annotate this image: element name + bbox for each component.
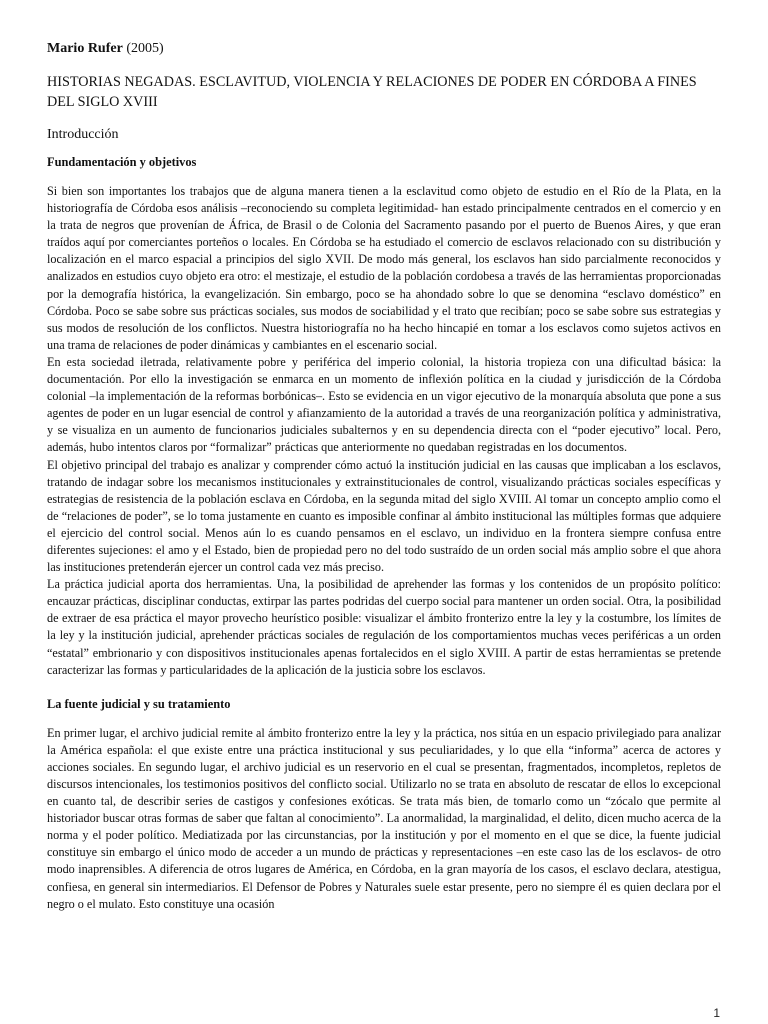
paragraph: La práctica judicial aporta dos herramientas. Una, la posibilidad de aprehender las formas y los contenidos de un propósito político: encauzar prácticas, disciplinar conductas, extirpar las partes podridas del cuerpo social para mantener un orden social. Otra, la posibilidad de extraer de esa práctica el mayor provecho heurístico posible: visualizar el ámbito fronterizo entre la ley y la costumbre, los límites de la ley y la institución judicial, aprehender prácticas sociales de regulación de los comportamientos muchas veces periféricas a un orden “estatal” embrionario y con dispositivos institucionales apenas fortalecidos en el siglo XVIII. A partir de estas herramientas se pretende caracterizar las formas y particularidades de la aplicación de la justicia sobre los esclavos. — [47, 577, 721, 677]
section-spacer — [47, 679, 721, 696]
paragraph: En primer lugar, el archivo judicial remite al ámbito fronterizo entre la ley y la práctica, nos sitúa en un espacio privilegiado para analizar la América española: el que existe entre una práctica institucional y sus peculiaridades, y lo que ella “informa” acerca de actores y acciones sociales. En segundo lugar, el archivo judicial es un reservorio en el cual se presentan, fragmentados, incompletos, repletos de discursos intencionales, los testimonios positivos del conflicto social. Utilizarlo no se trata en absoluto de rescatar de ellos lo excepcional en cuanto tal, de describir series de castigos y confesiones exóticas. Se trata más bien, de tomarlo como un “zócalo que permite al historiador buscar otras formas de saber que faltan al conocimiento”. La anormalidad, la marginalidad, el delito, dicen mucho acerca de la norma y el poder político. Mediatizada por las circunstancias, por la institución y por el momento en el que se dice, la fuente judicial constituye sin embargo el único modo de acceder a un mundo de prácticas y representaciones –en este caso las de los esclavos- de otro modo inaprensibles. A diferencia de otros lugares de América, en Córdoba, en la gran mayoría de los casos, el esclavo declara, atestigua, confiesa, en general sin intermediarios. El Defensor de Pobres y Naturales suele estar presente, pero no siempre él es quien declara por el negro o el mulato. Esto constituye una ocasión — [47, 725, 721, 911]
publication-year: (2005) — [126, 41, 164, 56]
subsection-heading-fuente-judicial: La fuente judicial y su tratamiento — [47, 696, 231, 711]
subsection-heading-fundamentacion: Fundamentación y objetivos — [47, 155, 197, 169]
paragraph: En esta sociedad iletrada, relativamente pobre y periférica del imperio colonial, la historia tropieza con una dificultad básica: la documentación. Por ello la investigación se enmarca en un momento de inflexión política en la ciudad y jurisdicción de la Córdoba colonial –la implementación de la reformas borbónicas–. Esto se evidencia en un vigor ejecutivo de la monarquía absoluta que pone a sus agentes de poder en un lugar esencial de control y afianzamiento de la autoridad a través de una reorganización política y administrativa, y se visualiza en un aumento de funcionarios judiciales subalternos y en su dependencia directa con el “poder ejecutivo” local. Pero, además, hubo intentos claros por “formalizar” prácticas que anteriormente no quedaban registradas en los documentos. — [47, 354, 721, 455]
author-line — [47, 40, 721, 58]
author-name: Mario Rufer — [47, 41, 123, 56]
document-title: HISTORIAS NEGADAS. ESCLAVITUD, VIOLENCIA Y RELACIONES DE PODER EN CÓRDOBA A FINES DEL SIGLO XVIII — [47, 74, 697, 110]
paragraph: El objetivo principal del trabajo es analizar y comprender cómo actuó la institución judicial en las causas que implicaban a los esclavos, tratando de indagar sobre los mecanismos institucionales y extrainstitucionales de control, visualizando prácticas sociales específicas y estrategias de resistencia de la población esclava en Córdoba, en la segunda mitad del siglo XVIII. Al tomar un concepto amplio como el de “relaciones de poder”, se lo toma justamente en cuanto es imposible confinar al ámbito institucional las múltiples formas que adquiere el ejercicio del control social. Menos aún lo es cuando pensamos en el esclavo, un individuo en la frontera siempre confusa entre diferentes sujeciones: el amo y el Estado, bien de propiedad pero no del todo sustraído de un orden social más amplio sobre el que ahora las instituciones pretenderán ejercer un control cada vez más preciso. — [47, 457, 721, 575]
paragraph: Si bien son importantes los trabajos que de alguna manera tienen a la esclavitud como objeto de estudio en el Río de la Plata, en la historiografía de Córdoba esos análisis –reconociendo su completa legitimidad- han estado principalmente centrados en el comercio y en la trata de negros que provenían de África, de Brasil o de Colonia del Sacramento pasando por el puerto de Buenos Aires, y que eran traídos aquí por comerciantes porteños o locales. En Córdoba se ha estudiado el comercio de esclavos relacionado con su distribución y localización en el marco espacial a principios del siglo XVII. De modo más general, los esclavos han sido parcialmente reconocidos y analizados en estudios cuyo objeto era otro: el mestizaje, el estudio de la población cordobesa a través de las herramientas proporcionadas por la demografía histórica, la evangelización. Sin embargo, poco se ha ahondado sobre lo que se denomina “esclavo doméstico” en Córdoba. Poco se sabe sobre sus prácticas sociales, sus modos de sociabilidad y el trato que recibían; poco se sabe sobre sus estrategias y sus modos de resolución de los conflictos. Nuestra historiografía no ha hecho hincapié en tomar a los esclavos como sujetos activos en una trama de relaciones de poder dinámicas y cambiantes en el escenario social. — [47, 184, 721, 352]
section-title: Introducción — [47, 127, 119, 142]
page-number: 1 — [713, 1006, 720, 1020]
